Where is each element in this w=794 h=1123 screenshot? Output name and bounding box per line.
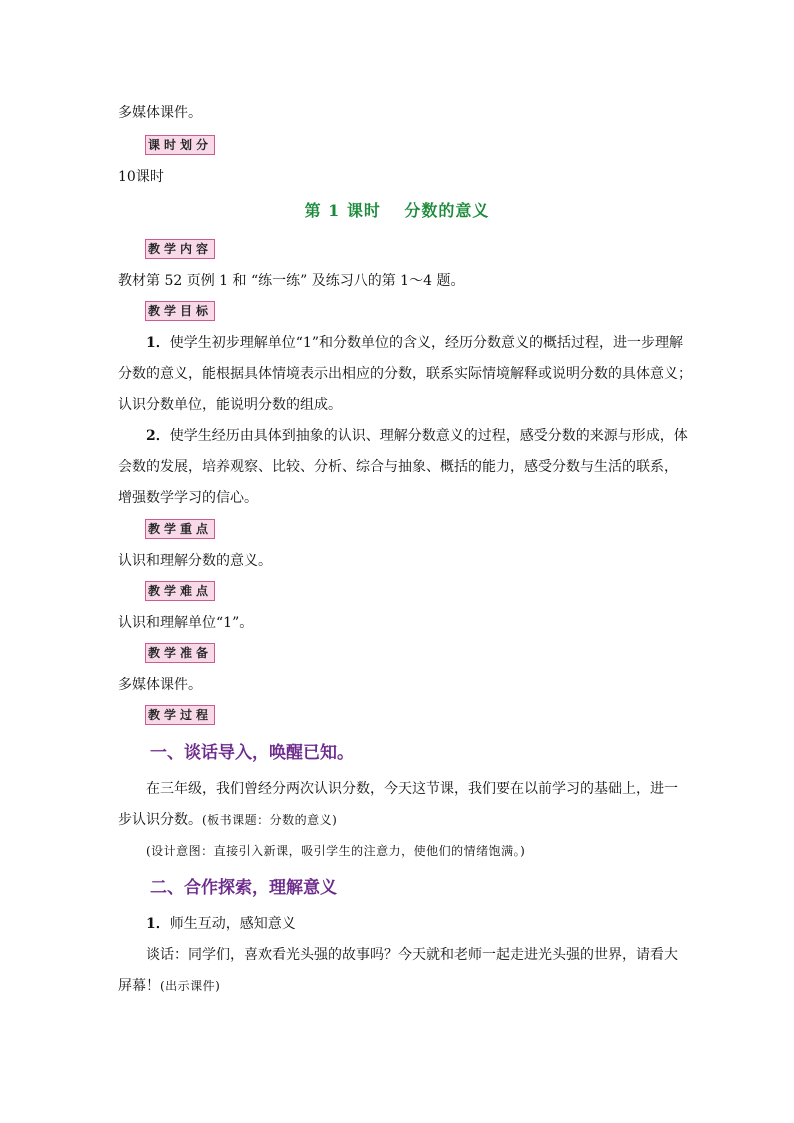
goal-1-line-1 (146, 332, 683, 352)
lesson-title: 第 1 课时 分数的意义 (304, 201, 490, 220)
tag-process: 教学过程 (145, 705, 215, 725)
section-2-talk-text: 屏幕！ (118, 978, 160, 994)
goal-2-line-3: 增强数学学习的信心。 (118, 490, 258, 506)
goal-2-line-1 (146, 425, 688, 445)
section-1-design-intent: (设计意图：直接引入新课，吸引学生的注意力，使他们的情绪饱满。) (146, 844, 526, 858)
section-1-paragraph-line-1: 在三年级，我们曾经分两次认识分数，今天这节课，我们要在以前学习的基础上，进一 (146, 781, 678, 797)
tag-difficulties: 教学难点 (145, 581, 215, 601)
section-1-title: 一、谈话导入，唤醒已知。 (150, 743, 354, 763)
section-2-subheading (146, 913, 296, 933)
tag-preparation: 教学准备 (145, 643, 215, 663)
goal-1-number: 1． (146, 335, 170, 351)
goal-1-text-1: 使学生初步理解单位“1”和分数单位的含义，经历分数意义的概括过程，进一步理解 (169, 335, 683, 351)
tag-goals: 教学目标 (145, 301, 215, 321)
goal-2-text-1: 使学生经历由具体到抽象的认识、理解分数意义的过程，感受分数的来源与形成，体 (169, 428, 688, 444)
goal-2-number: 2． (146, 428, 170, 444)
section-2-sub-number: 1． (146, 916, 170, 932)
preparation-text: 多媒体课件。 (118, 677, 202, 693)
tag-schedule: 课时划分 (145, 135, 215, 155)
section-2-title: 二、合作探索，理解意义 (150, 878, 337, 898)
section-2-talk-line-1: 谈话：同学们，喜欢看光头强的故事吗？今天就和老师一起走进光头强的世界，请看大 (146, 947, 678, 963)
tag-content: 教学内容 (145, 239, 215, 259)
section-1-paragraph-line-2 (118, 809, 337, 829)
section-1-board-note: (板书课题：分数的意义) (202, 813, 338, 827)
section-2-talk-line-2 (118, 975, 220, 995)
content-text: 教材第 52 页例 1 和 “练一练” 及练习八的第 1～4 题。 (118, 273, 465, 289)
goal-2-line-2: 会数的发展，培养观察、比较、分析、综合与抽象、概括的能力，感受分数与生活的联系， (118, 459, 678, 475)
section-1-paragraph-text: 步认识分数。 (118, 812, 202, 828)
intro-text: 多媒体课件。 (118, 105, 202, 121)
schedule-text: 10课时 (118, 169, 164, 185)
section-2-sub-text: 师生互动，感知意义 (169, 916, 296, 932)
section-2-talk-note: (出示课件) (160, 979, 221, 993)
goal-1-line-3: 认识分数单位，能说明分数的组成。 (118, 397, 342, 413)
difficulties-text: 认识和理解单位“1”。 (118, 615, 254, 631)
tag-key-points: 教学重点 (145, 519, 215, 539)
goal-1-line-2: 分数的意义，能根据具体情境表示出相应的分数，联系实际情境解释或说明分数的具体意义； (118, 366, 692, 382)
key-points-text: 认识和理解分数的意义。 (118, 553, 272, 569)
